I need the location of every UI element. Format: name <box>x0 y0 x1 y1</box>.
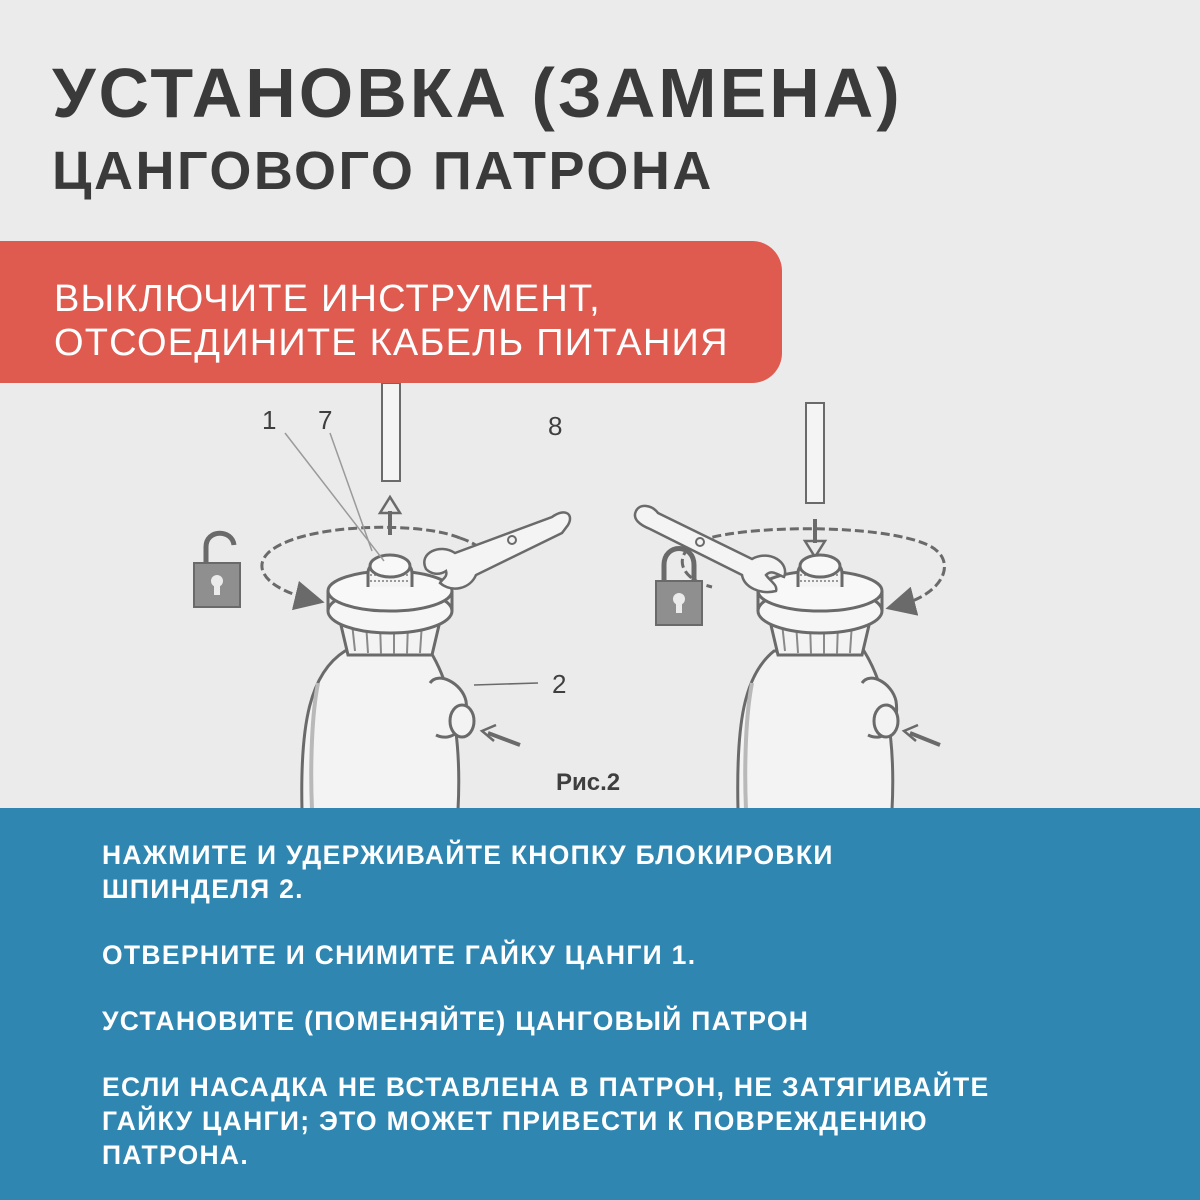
figure-caption: Рис.2 <box>556 769 621 796</box>
step-3-line-1: УСТАНОВИТЕ (ПОМЕНЯЙТЕ) ЦАНГОВЫЙ ПАТРОН <box>102 1006 810 1036</box>
step-4-line-1: ЕСЛИ НАСАДКА НЕ ВСТАВЛЕНА В ПАТРОН, НЕ ЗАТЯГИВАЙТЕ <box>102 1072 990 1102</box>
press-arrow-icon-right <box>904 725 940 745</box>
title-line-1: УСТАНОВКА (ЗАМЕНА) <box>52 54 903 132</box>
bit-left <box>382 383 400 481</box>
step-1 <box>102 838 834 906</box>
step-4 <box>102 1070 990 1172</box>
warning-line-2: ОТСОЕДИНИТЕ КАБЕЛЬ ПИТАНИЯ <box>54 322 729 364</box>
press-arrow-icon <box>482 725 520 745</box>
warning-text <box>54 277 729 365</box>
page-title <box>52 54 903 201</box>
step-2-line-1: ОТВЕРНИТЕ И СНИМИТЕ ГАЙКУ ЦАНГИ 1. <box>102 940 697 970</box>
step-2 <box>102 938 696 972</box>
step-1-line-2: ШПИНДЕЛЯ 2. <box>102 874 304 904</box>
warning-banner <box>0 241 782 383</box>
step-4-line-2: ГАЙКУ ЦАНГИ; ЭТО МОЖЕТ ПРИВЕСТИ К ПОВРЕЖДЕНИЮ <box>102 1106 928 1136</box>
step-4-line-3: ПАТРОНА. <box>102 1140 250 1170</box>
callout-1: 1 <box>262 405 277 435</box>
wrench-icon-right <box>635 506 785 592</box>
warning-line-1: ВЫКЛЮЧИТЕ ИНСТРУМЕНТ, <box>54 278 601 320</box>
arrow-up-icon <box>380 497 400 535</box>
arrow-down-icon <box>805 519 825 557</box>
callout-2: 2 <box>552 669 567 699</box>
step-3 <box>102 1004 809 1038</box>
title-line-2: ЦАНГОВОГО ПАТРОНА <box>52 141 714 201</box>
callout-7: 7 <box>318 405 333 435</box>
bit-right <box>806 403 824 503</box>
tool-body-left <box>302 555 474 810</box>
tool-body-right <box>738 555 898 810</box>
figure-drawing <box>0 383 1200 810</box>
unlock-icon <box>194 533 240 607</box>
lock-icon <box>656 549 702 626</box>
instruction-figure <box>0 383 1200 810</box>
wrench-icon <box>424 512 570 588</box>
callout-8: 8 <box>548 411 563 441</box>
instructions-panel <box>0 808 1200 1200</box>
step-1-line-1: НАЖМИТЕ И УДЕРЖИВАЙТЕ КНОПКУ БЛОКИРОВКИ <box>102 840 834 870</box>
